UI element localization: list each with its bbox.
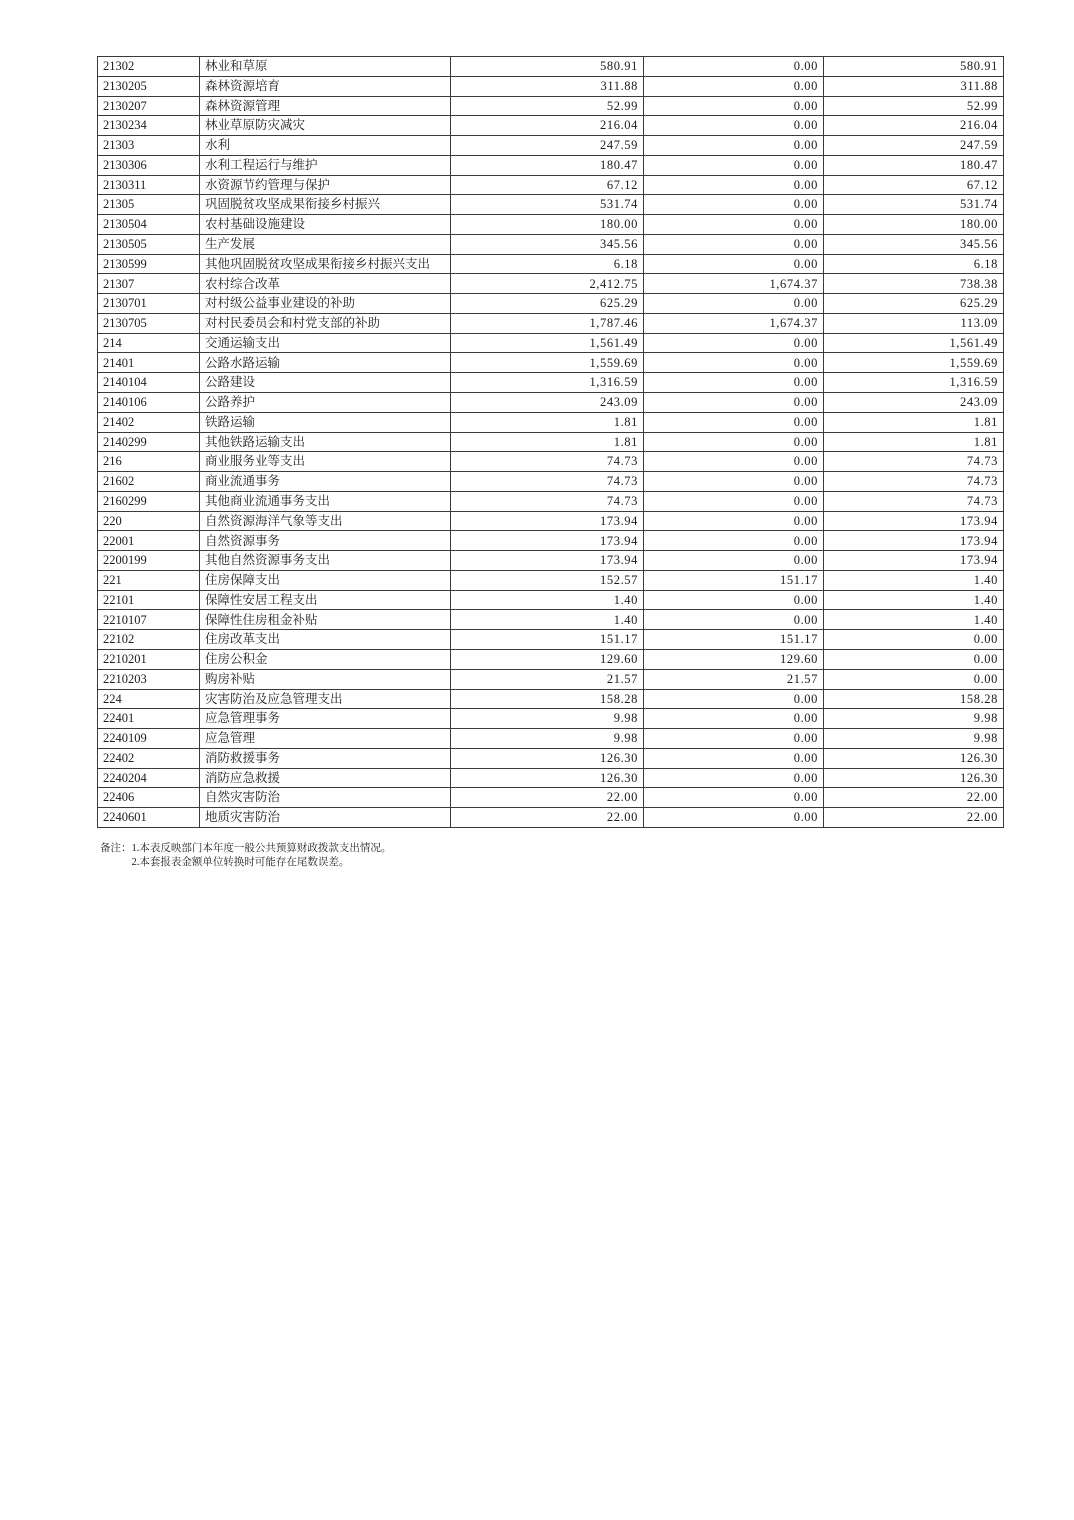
amount-3-cell: 9.98 (824, 729, 1004, 749)
name-cell: 住房保障支出 (200, 570, 451, 590)
name-cell: 住房改革支出 (200, 630, 451, 650)
name-cell: 农村基础设施建设 (200, 215, 451, 235)
amount-1-cell: 67.12 (451, 175, 644, 195)
amount-2-cell: 0.00 (644, 729, 824, 749)
amount-2-cell: 0.00 (644, 511, 824, 531)
name-cell: 巩固脱贫攻坚成果衔接乡村振兴 (200, 195, 451, 215)
amount-3-cell: 1,559.69 (824, 353, 1004, 373)
table-row (98, 155, 1004, 175)
amount-2-cell: 21.57 (644, 669, 824, 689)
name-cell: 灾害防治及应急管理支出 (200, 689, 451, 709)
amount-1-cell: 2,412.75 (451, 274, 644, 294)
table-row (98, 274, 1004, 294)
amount-1-cell: 1,787.46 (451, 313, 644, 333)
table-body (98, 57, 1004, 828)
amount-3-cell: 22.00 (824, 788, 1004, 808)
name-cell: 其他铁路运输支出 (200, 432, 451, 452)
code-cell: 2130599 (98, 254, 200, 274)
code-cell: 21602 (98, 472, 200, 492)
name-cell: 铁路运输 (200, 412, 451, 432)
name-cell: 其他巩固脱贫攻坚成果衔接乡村振兴支出 (200, 254, 451, 274)
code-cell: 21402 (98, 412, 200, 432)
amount-2-cell: 0.00 (644, 294, 824, 314)
amount-2-cell: 0.00 (644, 689, 824, 709)
amount-1-cell: 1,561.49 (451, 333, 644, 353)
code-cell: 21307 (98, 274, 200, 294)
amount-1-cell: 1.40 (451, 590, 644, 610)
amount-3-cell: 216.04 (824, 116, 1004, 136)
amount-3-cell: 67.12 (824, 175, 1004, 195)
footnote-line-1: 1.本表反映部门本年度一般公共预算财政拨款支出情况。 (131, 843, 392, 854)
code-cell: 2130701 (98, 294, 200, 314)
amount-2-cell: 0.00 (644, 155, 824, 175)
code-cell: 2210203 (98, 669, 200, 689)
amount-3-cell: 173.94 (824, 531, 1004, 551)
amount-3-cell: 1.81 (824, 432, 1004, 452)
code-cell: 2140106 (98, 393, 200, 413)
amount-2-cell: 0.00 (644, 788, 824, 808)
code-cell: 21303 (98, 136, 200, 156)
name-cell: 地质灾害防治 (200, 808, 451, 828)
table-row (98, 551, 1004, 571)
name-cell: 农村综合改革 (200, 274, 451, 294)
table-row (98, 748, 1004, 768)
amount-1-cell: 22.00 (451, 788, 644, 808)
amount-3-cell: 1,561.49 (824, 333, 1004, 353)
table-row (98, 610, 1004, 630)
amount-2-cell: 151.17 (644, 630, 824, 650)
name-cell: 购房补贴 (200, 669, 451, 689)
code-cell: 2240204 (98, 768, 200, 788)
amount-2-cell: 1,674.37 (644, 274, 824, 294)
amount-1-cell: 126.30 (451, 768, 644, 788)
name-cell: 森林资源管理 (200, 96, 451, 116)
amount-2-cell: 0.00 (644, 452, 824, 472)
name-cell: 公路养护 (200, 393, 451, 413)
name-cell: 林业和草原 (200, 57, 451, 77)
amount-1-cell: 173.94 (451, 531, 644, 551)
code-cell: 2130505 (98, 234, 200, 254)
name-cell: 应急管理事务 (200, 709, 451, 729)
amount-2-cell: 0.00 (644, 116, 824, 136)
amount-2-cell: 0.00 (644, 234, 824, 254)
amount-2-cell: 0.00 (644, 748, 824, 768)
amount-1-cell: 173.94 (451, 511, 644, 531)
name-cell: 自然资源事务 (200, 531, 451, 551)
amount-1-cell: 1.40 (451, 610, 644, 630)
name-cell: 其他自然资源事务支出 (200, 551, 451, 571)
amount-1-cell: 247.59 (451, 136, 644, 156)
code-cell: 2140104 (98, 373, 200, 393)
amount-1-cell: 6.18 (451, 254, 644, 274)
table-row (98, 333, 1004, 353)
amount-3-cell: 1.40 (824, 610, 1004, 630)
amount-3-cell: 0.00 (824, 649, 1004, 669)
name-cell: 水利工程运行与维护 (200, 155, 451, 175)
code-cell: 2130207 (98, 96, 200, 116)
code-cell: 2160299 (98, 491, 200, 511)
table-row (98, 432, 1004, 452)
code-cell: 21401 (98, 353, 200, 373)
amount-3-cell: 1.81 (824, 412, 1004, 432)
amount-2-cell: 0.00 (644, 590, 824, 610)
amount-1-cell: 74.73 (451, 491, 644, 511)
table-row (98, 590, 1004, 610)
amount-1-cell: 52.99 (451, 96, 644, 116)
amount-3-cell: 74.73 (824, 452, 1004, 472)
name-cell: 交通运输支出 (200, 333, 451, 353)
table-row (98, 570, 1004, 590)
amount-1-cell: 22.00 (451, 808, 644, 828)
table-row (98, 491, 1004, 511)
table-row (98, 353, 1004, 373)
code-cell: 220 (98, 511, 200, 531)
amount-1-cell: 180.00 (451, 215, 644, 235)
amount-1-cell: 158.28 (451, 689, 644, 709)
table-row (98, 96, 1004, 116)
table-row (98, 768, 1004, 788)
amount-2-cell: 0.00 (644, 472, 824, 492)
name-cell: 自然灾害防治 (200, 788, 451, 808)
code-cell: 2240109 (98, 729, 200, 749)
amount-3-cell: 113.09 (824, 313, 1004, 333)
amount-2-cell: 0.00 (644, 393, 824, 413)
amount-1-cell: 129.60 (451, 649, 644, 669)
code-cell: 216 (98, 452, 200, 472)
amount-1-cell: 74.73 (451, 472, 644, 492)
amount-2-cell: 0.00 (644, 353, 824, 373)
name-cell: 水资源节约管理与保护 (200, 175, 451, 195)
amount-2-cell: 0.00 (644, 96, 824, 116)
amount-3-cell: 180.00 (824, 215, 1004, 235)
table-row (98, 76, 1004, 96)
table-row (98, 531, 1004, 551)
amount-3-cell: 580.91 (824, 57, 1004, 77)
code-cell: 22101 (98, 590, 200, 610)
amount-1-cell: 311.88 (451, 76, 644, 96)
name-cell: 自然资源海洋气象等支出 (200, 511, 451, 531)
code-cell: 224 (98, 689, 200, 709)
footnotes (100, 842, 391, 870)
footnote-line-2: 2.本套报表金额单位转换时可能存在尾数误差。 (131, 857, 350, 868)
amount-2-cell: 0.00 (644, 709, 824, 729)
amount-2-cell: 0.00 (644, 768, 824, 788)
table-row (98, 215, 1004, 235)
table-row (98, 116, 1004, 136)
code-cell: 2210107 (98, 610, 200, 630)
amount-3-cell: 531.74 (824, 195, 1004, 215)
amount-3-cell: 173.94 (824, 511, 1004, 531)
table-row (98, 472, 1004, 492)
table-row (98, 649, 1004, 669)
code-cell: 2130306 (98, 155, 200, 175)
amount-3-cell: 311.88 (824, 76, 1004, 96)
code-cell: 214 (98, 333, 200, 353)
table-row (98, 136, 1004, 156)
table-row (98, 412, 1004, 432)
name-cell: 住房公积金 (200, 649, 451, 669)
table-row (98, 808, 1004, 828)
code-cell: 22402 (98, 748, 200, 768)
code-cell: 2210201 (98, 649, 200, 669)
amount-2-cell: 0.00 (644, 610, 824, 630)
code-cell: 2130705 (98, 313, 200, 333)
amount-3-cell: 74.73 (824, 472, 1004, 492)
amount-1-cell: 151.17 (451, 630, 644, 650)
amount-1-cell: 1.81 (451, 432, 644, 452)
amount-1-cell: 9.98 (451, 729, 644, 749)
name-cell: 应急管理 (200, 729, 451, 749)
amount-2-cell: 0.00 (644, 76, 824, 96)
amount-3-cell: 0.00 (824, 630, 1004, 650)
name-cell: 商业服务业等支出 (200, 452, 451, 472)
table-row (98, 195, 1004, 215)
amount-3-cell: 1,316.59 (824, 373, 1004, 393)
amount-1-cell: 9.98 (451, 709, 644, 729)
name-cell: 消防救援事务 (200, 748, 451, 768)
amount-3-cell: 180.47 (824, 155, 1004, 175)
code-cell: 22001 (98, 531, 200, 551)
table-row (98, 254, 1004, 274)
code-cell: 21302 (98, 57, 200, 77)
code-cell: 22401 (98, 709, 200, 729)
amount-1-cell: 1,316.59 (451, 373, 644, 393)
amount-3-cell: 9.98 (824, 709, 1004, 729)
amount-3-cell: 173.94 (824, 551, 1004, 571)
amount-2-cell: 129.60 (644, 649, 824, 669)
name-cell: 森林资源培育 (200, 76, 451, 96)
amount-2-cell: 0.00 (644, 531, 824, 551)
amount-2-cell: 0.00 (644, 175, 824, 195)
amount-2-cell: 0.00 (644, 254, 824, 274)
amount-2-cell: 0.00 (644, 412, 824, 432)
code-cell: 2130234 (98, 116, 200, 136)
amount-3-cell: 158.28 (824, 689, 1004, 709)
code-cell: 221 (98, 570, 200, 590)
amount-2-cell: 0.00 (644, 808, 824, 828)
code-cell: 2130205 (98, 76, 200, 96)
table-row (98, 709, 1004, 729)
amount-1-cell: 21.57 (451, 669, 644, 689)
name-cell: 对村级公益事业建设的补助 (200, 294, 451, 314)
amount-2-cell: 0.00 (644, 215, 824, 235)
name-cell: 水利 (200, 136, 451, 156)
code-cell: 21305 (98, 195, 200, 215)
amount-3-cell: 345.56 (824, 234, 1004, 254)
table-row (98, 630, 1004, 650)
amount-1-cell: 1.81 (451, 412, 644, 432)
code-cell: 2140299 (98, 432, 200, 452)
table-row (98, 234, 1004, 254)
name-cell: 消防应急救援 (200, 768, 451, 788)
amount-3-cell: 243.09 (824, 393, 1004, 413)
amount-3-cell: 126.30 (824, 768, 1004, 788)
amount-3-cell: 22.00 (824, 808, 1004, 828)
amount-3-cell: 52.99 (824, 96, 1004, 116)
amount-2-cell: 0.00 (644, 373, 824, 393)
table-row (98, 294, 1004, 314)
name-cell: 商业流通事务 (200, 472, 451, 492)
amount-1-cell: 345.56 (451, 234, 644, 254)
amount-1-cell: 531.74 (451, 195, 644, 215)
amount-2-cell: 0.00 (644, 551, 824, 571)
amount-1-cell: 243.09 (451, 393, 644, 413)
amount-2-cell: 151.17 (644, 570, 824, 590)
table-row (98, 313, 1004, 333)
amount-1-cell: 1,559.69 (451, 353, 644, 373)
amount-2-cell: 0.00 (644, 57, 824, 77)
amount-3-cell: 625.29 (824, 294, 1004, 314)
table-row (98, 452, 1004, 472)
name-cell: 生产发展 (200, 234, 451, 254)
amount-1-cell: 625.29 (451, 294, 644, 314)
amount-1-cell: 152.57 (451, 570, 644, 590)
footnote-label: 备注： (100, 843, 132, 854)
name-cell: 其他商业流通事务支出 (200, 491, 451, 511)
name-cell: 公路建设 (200, 373, 451, 393)
table-row (98, 729, 1004, 749)
table-row (98, 57, 1004, 77)
code-cell: 22102 (98, 630, 200, 650)
code-cell: 22406 (98, 788, 200, 808)
amount-1-cell: 180.47 (451, 155, 644, 175)
name-cell: 对村民委员会和村党支部的补助 (200, 313, 451, 333)
footnote-list (132, 842, 392, 870)
amount-3-cell: 0.00 (824, 669, 1004, 689)
name-cell: 林业草原防灾减灾 (200, 116, 451, 136)
budget-expenditure-table (97, 56, 1004, 828)
amount-2-cell: 0.00 (644, 432, 824, 452)
code-cell: 2200199 (98, 551, 200, 571)
amount-2-cell: 1,674.37 (644, 313, 824, 333)
amount-2-cell: 0.00 (644, 195, 824, 215)
amount-3-cell: 126.30 (824, 748, 1004, 768)
table-row (98, 689, 1004, 709)
table-row (98, 511, 1004, 531)
code-cell: 2130504 (98, 215, 200, 235)
amount-2-cell: 0.00 (644, 136, 824, 156)
code-cell: 2240601 (98, 808, 200, 828)
amount-2-cell: 0.00 (644, 333, 824, 353)
amount-3-cell: 738.38 (824, 274, 1004, 294)
amount-3-cell: 6.18 (824, 254, 1004, 274)
table-row (98, 393, 1004, 413)
amount-2-cell: 0.00 (644, 491, 824, 511)
amount-3-cell: 74.73 (824, 491, 1004, 511)
table-row (98, 669, 1004, 689)
amount-1-cell: 216.04 (451, 116, 644, 136)
table-row (98, 788, 1004, 808)
amount-3-cell: 1.40 (824, 570, 1004, 590)
table-row (98, 175, 1004, 195)
amount-1-cell: 126.30 (451, 748, 644, 768)
table-row (98, 373, 1004, 393)
amount-1-cell: 74.73 (451, 452, 644, 472)
name-cell: 保障性住房租金补贴 (200, 610, 451, 630)
name-cell: 保障性安居工程支出 (200, 590, 451, 610)
amount-3-cell: 1.40 (824, 590, 1004, 610)
name-cell: 公路水路运输 (200, 353, 451, 373)
amount-1-cell: 173.94 (451, 551, 644, 571)
amount-1-cell: 580.91 (451, 57, 644, 77)
amount-3-cell: 247.59 (824, 136, 1004, 156)
code-cell: 2130311 (98, 175, 200, 195)
